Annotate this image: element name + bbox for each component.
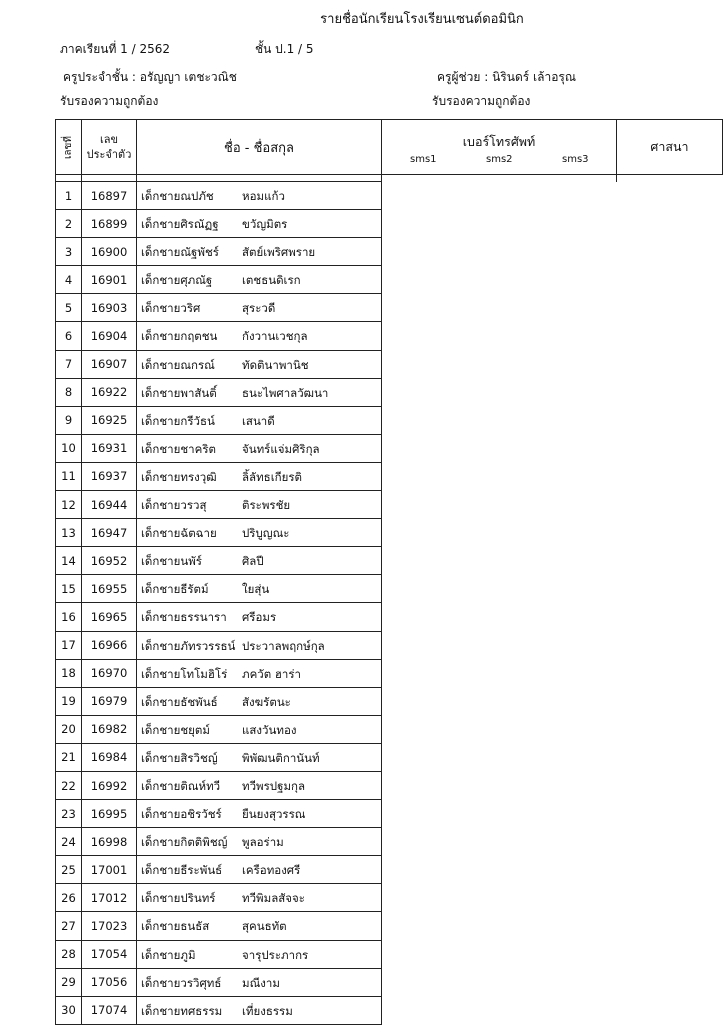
student-name [137, 462, 382, 490]
student-last-name: สังฆรัตนะ [242, 694, 291, 709]
student-name [137, 828, 382, 856]
phone-cell [382, 771, 617, 799]
student-id: 16947 [82, 519, 137, 547]
row-number: 27 [56, 912, 82, 940]
phone-cell [382, 378, 617, 406]
header-sms1: sms1 [410, 154, 437, 165]
student-name [137, 322, 382, 350]
student-first-name: เด็กชายโทโมฮิโร่ [141, 666, 228, 681]
table-row [56, 743, 723, 771]
student-name [137, 800, 382, 828]
religion-cell [617, 322, 723, 350]
student-last-name: ปริบูญณะ [242, 526, 290, 541]
student-id: 16966 [82, 631, 137, 659]
religion-cell [617, 659, 723, 687]
student-first-name: เด็กชายสิรวิชญ์ [141, 750, 218, 765]
phone-cell [382, 182, 617, 210]
student-first-name: เด็กชายกิตติพิชญ์ [141, 835, 228, 850]
table-row [56, 687, 723, 715]
table-row [56, 266, 723, 294]
religion-cell [617, 800, 723, 828]
religion-cell [617, 210, 723, 238]
religion-cell [617, 968, 723, 996]
table-row [56, 631, 723, 659]
phone-cell [382, 743, 617, 771]
student-id: 16925 [82, 406, 137, 434]
table-row [56, 322, 723, 350]
phone-cell [382, 322, 617, 350]
student-first-name: เด็กชายธนธัส [141, 919, 210, 934]
phone-cell [382, 491, 617, 519]
student-last-name: ลิ้ลัทธเกียรติ [242, 469, 302, 484]
religion-cell [617, 350, 723, 378]
row-number: 6 [56, 322, 82, 350]
religion-cell [617, 266, 723, 294]
student-first-name: เด็กชายภัทรวรรธน์ [141, 638, 236, 653]
student-last-name: สุระวดี [242, 301, 276, 316]
student-id: 16970 [82, 659, 137, 687]
student-last-name: จารุประภากร [242, 947, 309, 962]
row-number: 1 [56, 182, 82, 210]
student-id: 16922 [82, 378, 137, 406]
header-id-line2: ประจำตัว [86, 148, 132, 161]
student-name [137, 182, 382, 210]
student-id: 16982 [82, 715, 137, 743]
student-first-name: เด็กชายกรีวัธน์ [141, 413, 215, 428]
header-phone [382, 120, 617, 175]
header-gap [56, 175, 723, 182]
table-row [56, 659, 723, 687]
row-number: 28 [56, 940, 82, 968]
row-number: 26 [56, 884, 82, 912]
student-first-name: เด็กชายวรวสุ [141, 498, 207, 513]
student-id: 16995 [82, 800, 137, 828]
student-name [137, 743, 382, 771]
student-name [137, 519, 382, 547]
religion-cell [617, 996, 723, 1024]
row-number: 25 [56, 856, 82, 884]
document-title: รายชื่อนักเรียนโรงเรียนเซนต์ดอมินิก [320, 12, 524, 27]
student-name [137, 434, 382, 462]
student-name [137, 350, 382, 378]
religion-cell [617, 828, 723, 856]
table-row [56, 547, 723, 575]
student-first-name: เด็กชายธีรัตม์ [141, 582, 209, 597]
student-first-name: เด็กชายธรรนารา [141, 610, 227, 625]
header-id-line1: เลข [99, 133, 119, 146]
phone-cell [382, 603, 617, 631]
table-row [56, 996, 723, 1024]
phone-cell [382, 294, 617, 322]
row-number: 3 [56, 238, 82, 266]
student-id: 17023 [82, 912, 137, 940]
phone-cell [382, 631, 617, 659]
student-first-name: เด็กชายปรินทร์ [141, 891, 216, 906]
student-first-name: เด็กชายติณห์ทวี [141, 778, 221, 793]
student-first-name: เด็กชายณปภัช [141, 189, 214, 203]
student-name [137, 547, 382, 575]
student-id: 16944 [82, 491, 137, 519]
student-last-name: หอมแก้ว [242, 189, 285, 203]
header-seq [56, 120, 82, 175]
header-name: ชื่อ - ชื่อสกุล [137, 120, 382, 175]
row-number: 4 [56, 266, 82, 294]
religion-cell [617, 575, 723, 603]
student-name [137, 912, 382, 940]
phone-cell [382, 856, 617, 884]
student-first-name: เด็กชายฉัตฉาย [141, 526, 217, 541]
student-name [137, 210, 382, 238]
student-last-name: ธนะไพศาลวัฒนา [242, 385, 329, 400]
religion-cell [617, 182, 723, 210]
phone-cell [382, 547, 617, 575]
row-number: 13 [56, 519, 82, 547]
student-id: 16899 [82, 210, 137, 238]
row-number: 18 [56, 659, 82, 687]
row-number: 19 [56, 687, 82, 715]
student-last-name: ยืนยงสุวรรณ [242, 807, 306, 822]
student-id: 16937 [82, 462, 137, 490]
religion-cell [617, 378, 723, 406]
table-row [56, 856, 723, 884]
row-number: 15 [56, 575, 82, 603]
phone-cell [382, 406, 617, 434]
phone-cell [382, 912, 617, 940]
student-id: 17056 [82, 968, 137, 996]
student-first-name: เด็กชายกฤตชน [141, 329, 218, 344]
table-row [56, 800, 723, 828]
row-number: 5 [56, 294, 82, 322]
religion-cell [617, 519, 723, 547]
student-last-name: เครือทองศรี [242, 863, 301, 878]
religion-cell [617, 715, 723, 743]
header-sms2: sms2 [486, 154, 513, 165]
student-name [137, 603, 382, 631]
student-last-name: พิพัฒนติกานันท์ [242, 750, 320, 765]
religion-cell [617, 294, 723, 322]
student-last-name: พูลอร่าม [242, 835, 284, 850]
student-name [137, 996, 382, 1024]
student-last-name: ใยสุ่น [242, 582, 270, 597]
row-number: 2 [56, 210, 82, 238]
religion-cell [617, 434, 723, 462]
row-number: 14 [56, 547, 82, 575]
table-row [56, 884, 723, 912]
student-last-name: สุคนธทัต [242, 919, 287, 934]
student-id: 16998 [82, 828, 137, 856]
phone-cell [382, 659, 617, 687]
religion-cell [617, 912, 723, 940]
student-last-name: ศรีอมร [242, 610, 277, 625]
phone-cell [382, 715, 617, 743]
student-id: 16952 [82, 547, 137, 575]
row-number: 23 [56, 800, 82, 828]
table-row [56, 182, 723, 210]
phone-cell [382, 884, 617, 912]
row-number: 29 [56, 968, 82, 996]
row-number: 21 [56, 743, 82, 771]
table-row [56, 715, 723, 743]
row-number: 24 [56, 828, 82, 856]
student-first-name: เด็กชายชยุตม์ [141, 722, 210, 737]
student-first-name: เด็กชายนพัร์ [141, 554, 202, 569]
homeroom-teacher: ครูประจำชั้น : อรัญญา เตชะวณิช [63, 70, 237, 84]
row-number: 16 [56, 603, 82, 631]
student-last-name: เที่ยงธรรม [242, 1003, 293, 1018]
student-last-name: ประวาลพฤกษ์กุล [242, 638, 325, 653]
table-row [56, 210, 723, 238]
student-last-name: ศิลปี [242, 554, 264, 569]
student-name [137, 266, 382, 294]
student-id: 16992 [82, 771, 137, 799]
assistant-teacher: ครูผู้ช่วย : นิรินดร์ เล้าอรุณ [437, 70, 576, 84]
student-name [137, 940, 382, 968]
student-first-name: เด็กชายธีระพันธ์ [141, 863, 223, 878]
religion-cell [617, 491, 723, 519]
table-row [56, 406, 723, 434]
religion-cell [617, 884, 723, 912]
religion-cell [617, 856, 723, 884]
student-last-name: ทวีพรปฐมกุล [242, 778, 306, 793]
student-first-name: เด็กชายทรงวุฒิ [141, 469, 217, 484]
phone-cell [382, 575, 617, 603]
student-name [137, 687, 382, 715]
phone-cell [382, 350, 617, 378]
roster-body [56, 182, 723, 1025]
row-number: 9 [56, 406, 82, 434]
student-last-name: เตชธนดิเรก [242, 273, 301, 288]
student-last-name: สัตย์เพริศพราย [242, 245, 316, 260]
religion-cell [617, 940, 723, 968]
student-name [137, 406, 382, 434]
student-id: 16984 [82, 743, 137, 771]
table-row [56, 462, 723, 490]
header-id [82, 120, 137, 175]
table-row [56, 828, 723, 856]
class-label: ชั้น ป.1 / 5 [255, 42, 314, 56]
student-name [137, 659, 382, 687]
phone-cell [382, 238, 617, 266]
student-id: 16897 [82, 182, 137, 210]
student-first-name: เด็กชายภูมิ [141, 947, 196, 962]
certify-right: รับรองความถูกต้อง [432, 94, 531, 108]
student-last-name: ภควัต ฮาร่า [242, 666, 301, 681]
row-number: 12 [56, 491, 82, 519]
student-name [137, 856, 382, 884]
student-id: 16965 [82, 603, 137, 631]
phone-cell [382, 828, 617, 856]
student-first-name: เด็กชายวรวิศุทธ์ [141, 975, 222, 990]
header-religion: ศาสนา [617, 120, 723, 175]
student-first-name: เด็กชายพาสันติ์ [141, 385, 217, 400]
student-name [137, 238, 382, 266]
student-name [137, 884, 382, 912]
table-row [56, 968, 723, 996]
student-last-name: ขวัญมิตร [242, 217, 288, 232]
row-number: 8 [56, 378, 82, 406]
student-name [137, 378, 382, 406]
phone-cell [382, 210, 617, 238]
student-id: 16931 [82, 434, 137, 462]
student-first-name: เด็กชายธัชพันธ์ [141, 694, 218, 709]
phone-cell [382, 266, 617, 294]
table-row [56, 940, 723, 968]
religion-cell [617, 406, 723, 434]
student-name [137, 575, 382, 603]
religion-cell [617, 462, 723, 490]
student-id: 17054 [82, 940, 137, 968]
religion-cell [617, 603, 723, 631]
student-first-name: เด็กชายชาคริต [141, 441, 216, 456]
student-id: 17012 [82, 884, 137, 912]
student-first-name: เด็กชายอชิรวัชร์ [141, 807, 222, 822]
row-number: 11 [56, 462, 82, 490]
student-last-name: กังวานเวชกุล [242, 329, 308, 344]
row-number: 17 [56, 631, 82, 659]
table-header-row [56, 120, 723, 175]
student-id: 17074 [82, 996, 137, 1024]
student-last-name: ทัดตินาพานิช [242, 357, 309, 372]
religion-cell [617, 238, 723, 266]
student-last-name: ทวีพิมลสัจจะ [242, 891, 305, 906]
row-number: 20 [56, 715, 82, 743]
student-id: 16901 [82, 266, 137, 294]
religion-cell [617, 631, 723, 659]
term-label: ภาคเรียนที่ 1 / 2562 [60, 42, 171, 56]
student-id: 17001 [82, 856, 137, 884]
student-id: 16955 [82, 575, 137, 603]
student-name [137, 294, 382, 322]
table-row [56, 491, 723, 519]
student-name [137, 715, 382, 743]
phone-cell [382, 800, 617, 828]
student-name [137, 631, 382, 659]
student-first-name: เด็กชายศิรณัฏฐ [141, 217, 219, 232]
student-first-name: เด็กชายศุภณัฐ [141, 273, 213, 288]
phone-cell [382, 996, 617, 1024]
table-row [56, 378, 723, 406]
table-row [56, 519, 723, 547]
student-roster-table [55, 119, 723, 1025]
religion-cell [617, 771, 723, 799]
student-first-name: เด็กชายณัฐพัชร์ [141, 245, 219, 260]
student-id: 16900 [82, 238, 137, 266]
religion-cell [617, 547, 723, 575]
header-sms3: sms3 [562, 154, 589, 165]
student-id: 16979 [82, 687, 137, 715]
student-id: 16904 [82, 322, 137, 350]
student-name [137, 491, 382, 519]
student-last-name: แสงวันทอง [242, 722, 297, 737]
table-row [56, 350, 723, 378]
student-name [137, 968, 382, 996]
table-row [56, 912, 723, 940]
student-id: 16903 [82, 294, 137, 322]
row-number: 10 [56, 434, 82, 462]
student-id: 16907 [82, 350, 137, 378]
student-last-name: เสนาดี [242, 413, 275, 428]
student-name [137, 771, 382, 799]
student-first-name: เด็กชายณกรณ์ [141, 357, 215, 372]
religion-cell [617, 743, 723, 771]
student-first-name: เด็กชายทศธรรม [141, 1003, 223, 1018]
certify-left: รับรองความถูกต้อง [60, 94, 159, 108]
row-number: 7 [56, 350, 82, 378]
phone-cell [382, 462, 617, 490]
student-last-name: จันทร์แจ่มศิริกุล [242, 441, 320, 456]
table-row [56, 434, 723, 462]
table-row [56, 294, 723, 322]
header-phone-label: เบอร์โทรศัพท์ [462, 134, 536, 149]
table-row [56, 771, 723, 799]
phone-cell [382, 968, 617, 996]
student-first-name: เด็กชายวริศ [141, 301, 201, 316]
phone-cell [382, 434, 617, 462]
row-number: 22 [56, 771, 82, 799]
religion-cell [617, 687, 723, 715]
table-row [56, 603, 723, 631]
student-last-name: ติระพรชัย [242, 498, 291, 513]
table-row [56, 575, 723, 603]
header-seq-label: เลขที่ [63, 135, 74, 159]
table-row [56, 238, 723, 266]
phone-cell [382, 519, 617, 547]
student-last-name: มณีงาม [242, 975, 280, 990]
phone-cell [382, 940, 617, 968]
phone-cell [382, 687, 617, 715]
row-number: 30 [56, 996, 82, 1024]
